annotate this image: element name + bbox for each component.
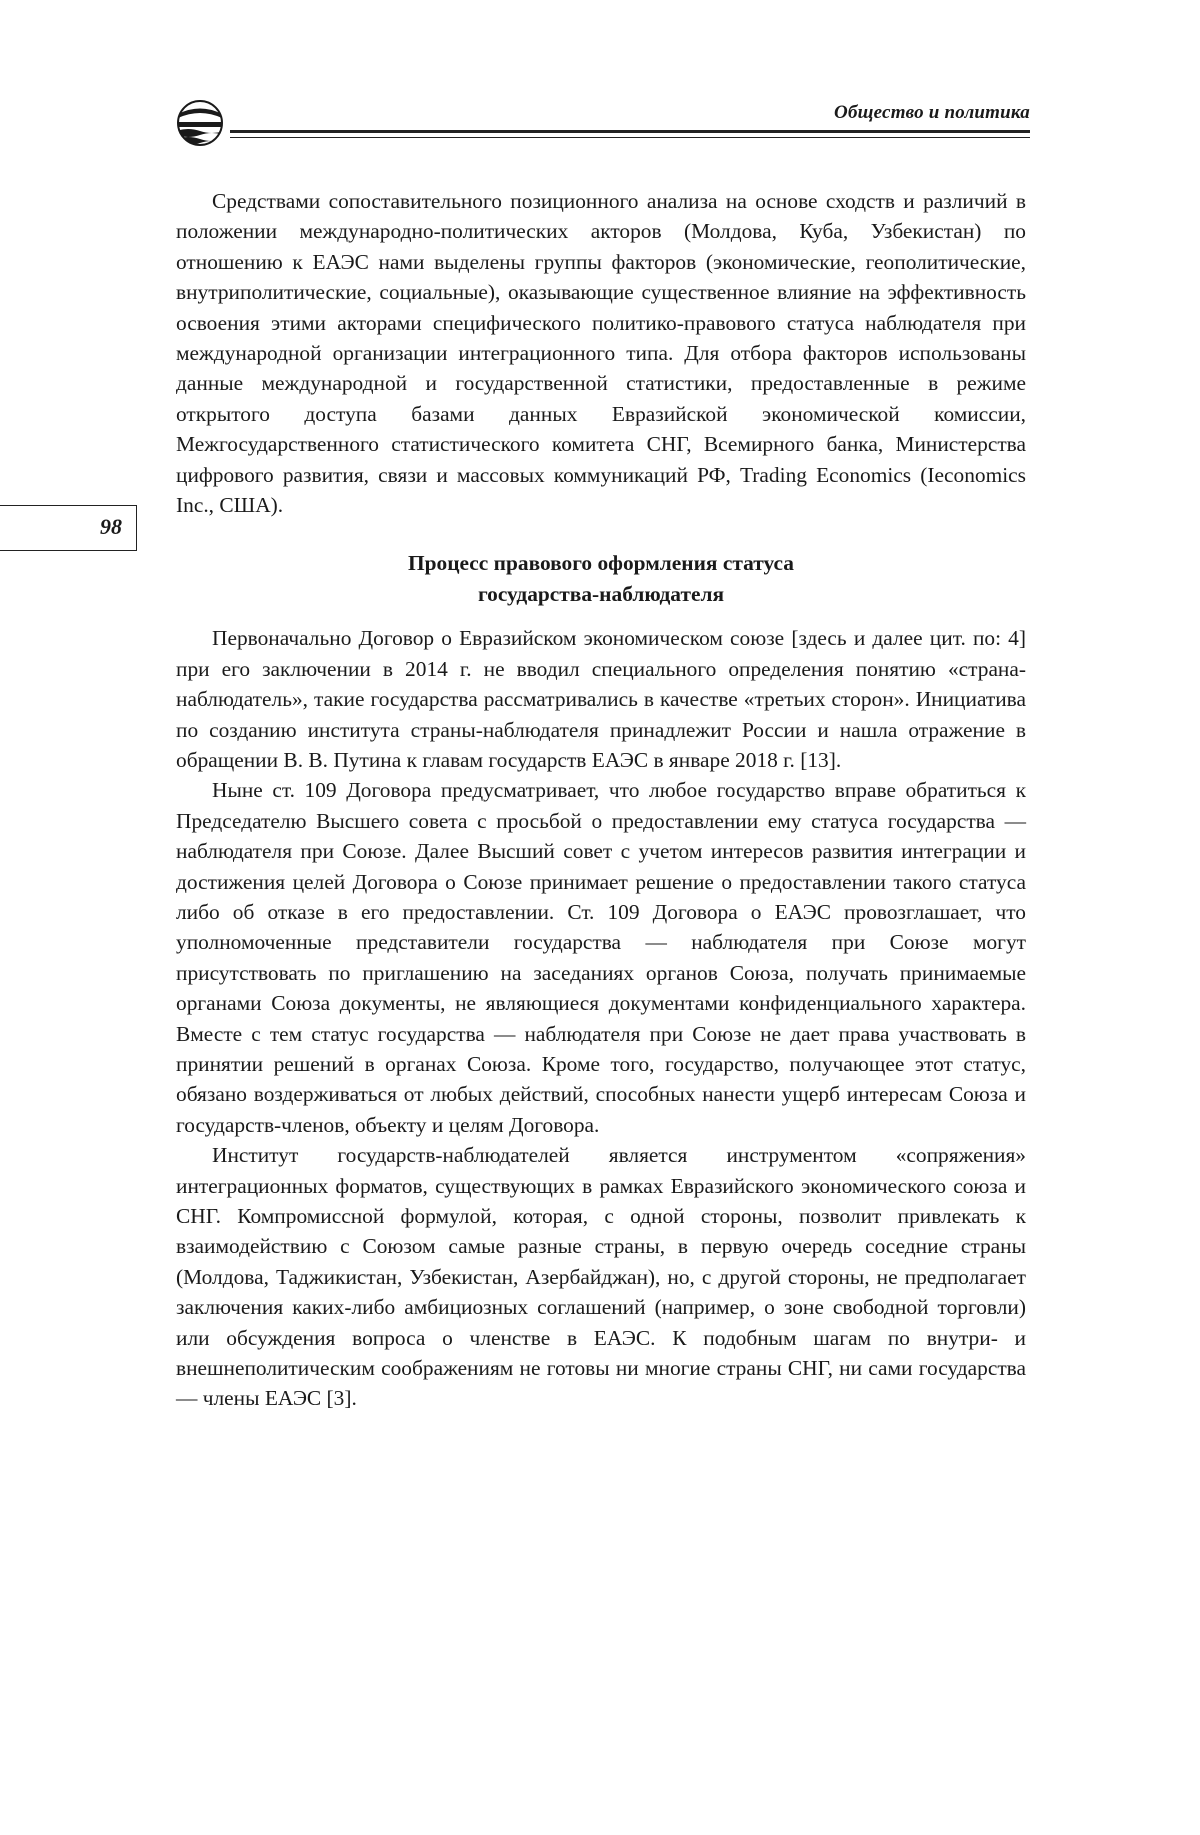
- section-heading-line-2: государства-наблюдателя: [477, 581, 725, 606]
- page-number: 98: [100, 514, 122, 539]
- journal-logo-icon: [172, 98, 232, 148]
- page-header: [172, 92, 1030, 148]
- header-rule-thick: [230, 130, 1030, 133]
- body-paragraph-3: Институт государств-наблюдателей является инструментом «сопряжения» интеграционных форматов, существующих в рамках Евразийского экономического союза и СНГ. Компромиссной формулой, которая, с одной стороны, позволит привлекать к взаимодействию с Союзом самые разные страны, в первую очередь соседние страны (Молдова, Таджикистан, Узбекистан, Азербайджан), но, с другой стороны, не предполагает заключения каких-либо амбициозных соглашений (например, о зоне свободной торговли) или обсуждения вопроса о членстве в ЕАЭС. К подобным шагам по внутри- и внешнеполитическим соображениям не готовы ни многие страны СНГ, ни сами государства — члены ЕАЭС [3].: [176, 1143, 1026, 1411]
- article-body: [176, 186, 1026, 1414]
- header-rule-thin: [230, 137, 1030, 138]
- running-title: Общество и политика: [834, 102, 1030, 123]
- intro-paragraph: Средствами сопоставительного позиционного анализа на основе сходств и различий в положении международно-политических акторов (Молдова, Куба, Узбекистан) по отношению к ЕАЭС нами выделены группы факторов (экономические, геополитические, внутриполитические, социальные), оказывающие существенное влияние на эффективность освоения этими акторами специфического политико-правового статуса наблюдателя при международной организации интеграционного типа. Для отбора факторов использованы данные международной и государственной статистики, предоставленные в режиме открытого доступа базами данных Евразийской экономической комиссии, Межгосударственного статистического комитета СНГ, Всемирного банка, Министерства цифрового развития, связи и массовых коммуникаций РФ, Trading Economics (Ieconomics Inc., США).: [176, 189, 1026, 518]
- body-paragraph-2: Ныне ст. 109 Договора предусматривает, что любое государство вправе обратиться к Председателю Высшего совета с просьбой о предоставлении ему статуса государства — наблюдателя при Союзе. Далее Высший совет с учетом интересов развития интеграции и достижения целей Договора о Союзе принимает решение о предоставлении такого статуса либо об отказе в его предоставлении. Ст. 109 Договора о ЕАЭС провозглашает, что уполномоченные представители государства — наблюдателя при Союзе могут присутствовать по приглашению на заседаниях органов Союза, получать принимаемые органами Союза документы, не являющиеся документами конфиденциального характера. Вместе с тем статус государства — наблюдателя при Союзе не дает права участвовать в принятии решений в органах Союза. Кроме того, государство, получающее этот статус, обязано воздерживаться от любых действий, способных нанести ущерб интересам Союза и государств-членов, объекту и целям Договора.: [176, 778, 1026, 1137]
- section-heading: [176, 548, 1026, 609]
- page-number-box: [0, 505, 137, 551]
- section-heading-line-1: Процесс правового оформления статуса: [408, 551, 794, 576]
- body-paragraph-1: Первоначально Договор о Евразийском экономическом союзе [здесь и далее цит. по: 4] при его заключении в 2014 г. не вводил специального определения понятию «страна-наблюдатель», такие государства рассматривались в качестве «третьих сторон». Инициатива по созданию института страны-наблюдателя принадлежит России и нашла отражение в обращении В. В. Путина к главам государств ЕАЭС в январе 2018 г. [13].: [176, 626, 1026, 772]
